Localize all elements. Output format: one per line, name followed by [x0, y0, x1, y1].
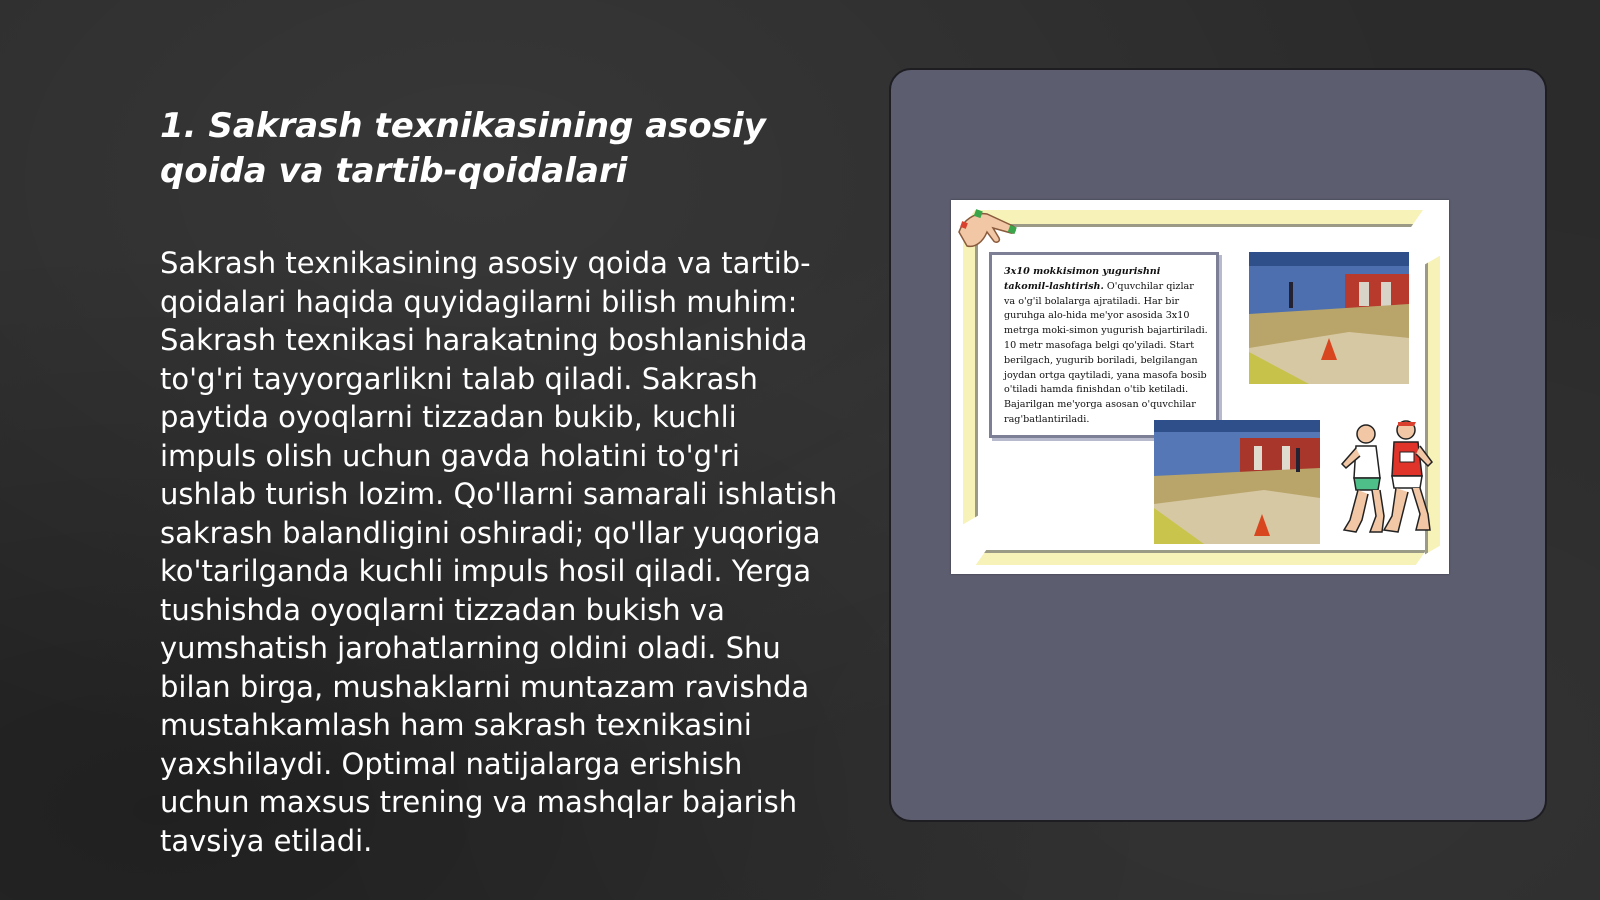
slide-title: 1. Sakrash texnikasining asosiy qoida va tartib-qoidalari — [160, 106, 766, 191]
figure-illustration — [951, 200, 1449, 574]
frame-top-bar — [963, 210, 1423, 227]
slide-body-text: Sakrash texnikasining asosiy qoida va tartib-qoidalari haqida quyidagilarni bilish muhim: Sakrash texnikasi harakatning boshlanishida to'g'ri tayyorgarlikni talab qiladi. Sakrash paytida oyoqlarni tizzadan bukib, kuchli impuls olish uchun gavda holatini to'g'ri ushlab turish lozim. Qo'llarni samarali ishlatish sakrash balandligini oshiradi; qo'llar yuqoriga ko'tarilganda kuchli impuls hosil qiladi. Yerga tushishda oyoqlarni tizzadan bukish va yumshatish jarohatlarning oldini oladi. Shu bilan birga, mushaklarni muntazam ravishda mustahkamlash ham sakrash texnikasini yaxshilaydi. Optimal natijalarga erishish uchun maxsus trening va mashqlar bajarish tavsiya etiladi. — [160, 246, 838, 858]
runners-icon — [1336, 416, 1436, 542]
note-lead: 3x10 mokkisimon yugurishni takomil-lashtirish. — [1004, 266, 1161, 292]
frame-bottom-bar — [976, 550, 1427, 565]
note-text: O'quvchilar qizlar va o'g'il bolalarga ajratiladi. Har bir guruhga alo-hida me'yor asosida 3x10 metrga moki-simon yugurish bajartiriladi. 10 metr masofaga belgi qo'yiladi. Start berilgach, yugurib boriladi, belgilangan joydan ortga qaytiladi, yana masofa bosib o'tiladi hamda finishdan o'tib ketiladi. Bajarilgan me'yorga asosan o'quvchilar rag'batlantiriladi. — [1004, 280, 1208, 425]
gym-photo-1 — [1249, 252, 1409, 384]
exercise-note — [989, 252, 1219, 438]
frame-left-bar — [963, 226, 978, 525]
gym-photo-2 — [1154, 420, 1320, 544]
